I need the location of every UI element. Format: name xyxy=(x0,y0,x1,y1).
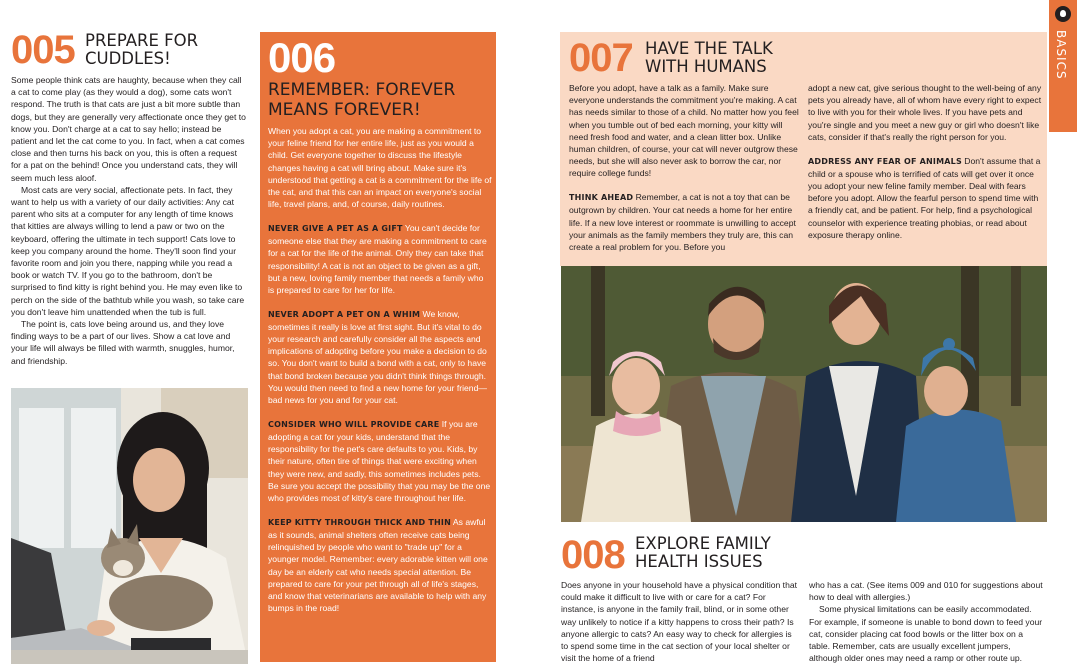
section-007-left-column xyxy=(569,82,804,253)
photo-family-outdoors xyxy=(561,266,1047,522)
tip-text: If you are adopting a cat for your kids, understand that the responsibility for the pet's care defaults to you. Kids, by their nature, often tire of things that were exciting when they were new, and sadly, this sometimes includes pets. Be sure you accept the possibility that you may be the one who provides most of kitty's care throughout her life. xyxy=(268,418,491,503)
tip-lead: CONSIDER WHO WILL PROVIDE CARE xyxy=(268,419,440,429)
tip-lead: KEEP KITTY THROUGH THICK AND THIN xyxy=(268,517,452,527)
photo-woman-with-cat xyxy=(11,388,248,664)
tip-item xyxy=(268,418,492,504)
tip-item xyxy=(268,222,492,296)
tip-text: As awful as it sounds, animal shelters often receive cats being relinquished by people who want to "trade up" for a younger model. Remember: every adorable kitten will one day be an elderly cat who needs special attention. Be prepared to care for your pet through all of life's stages, and know that veterinarians are available to help with any bumps in the road! xyxy=(268,516,488,614)
section-title: HAVE THE TALK WITH HUMANS xyxy=(645,39,773,76)
section-007-right-column xyxy=(808,82,1043,241)
section-number: 007 xyxy=(569,36,633,80)
section-number: 005 xyxy=(11,28,75,72)
section-006-body xyxy=(268,125,492,614)
section-number: 006 xyxy=(268,34,336,81)
tip-lead: NEVER GIVE A PET AS A GIFT xyxy=(268,223,403,233)
section-006-panel xyxy=(260,32,496,662)
tip-lead: ADDRESS ANY FEAR OF ANIMALS xyxy=(808,156,962,166)
paragraph: Some physical limitations can be easily accommodated. For example, if someone is unable to bond down to feed your cat, consider placing cat food bowls or the litter box on a table. Remember, cats are usually excellent jumpers, although older ones may need a ramp or other route up. xyxy=(809,604,1043,664)
tip-item xyxy=(808,155,1043,241)
paragraph: who has a cat. (See items 009 and 010 for suggestions about how to deal with allergies.) xyxy=(809,580,1043,603)
tip-text: We know, sometimes it really is love at first sight. But it's vital to do your research and carefully consider all the aspects and implications of adopting before you make a decision to do so. You don't want to build a bond with a cat, only to have that bond broken because you didn't think things through. You would then need to find a new home for your friend—bad news for you and for your cat. xyxy=(268,308,487,406)
section-title: EXPLORE FAMILY HEALTH ISSUES xyxy=(635,534,771,571)
paragraph: adopt a new cat, give serious thought to the well-being of any pets you already have, all of whom have every right to expect to live with you for their whole lives. If you have pets and you're single and you meet a new guy or girl who doesn't like cats, consider if that's really the right person for you. xyxy=(808,83,1042,142)
tip-lead: NEVER ADOPT A PET ON A WHIM xyxy=(268,309,421,319)
photo-woman-with-cat-illustration xyxy=(11,388,248,664)
paragraph: Does anyone in your household have a physical condition that could make it difficult to live with or care for a cat? For instance, is anyone in the family frail, blind, or in some other way unlikely to notice if a kitty happens to cross their path? Is anyone allergic to cats? An easy way to check for allergies is to spend some time in the cat section of your local shelter or visit the home of a friend xyxy=(561,580,798,664)
section-008-left-column xyxy=(561,579,797,664)
paw-icon xyxy=(1055,6,1071,22)
paragraph: When you adopt a cat, you are making a commitment to your feline friend for her entire life, just as you would a child. Get everyone together to discuss the lifestyle changes having a cat will bring about. Make sure it's understood that getting a cat is a commitment for the life of the cat, and that this can an impact on everyone's social life, travel plans, and, of course, daily routines. xyxy=(268,126,492,210)
photo-family-outdoors-illustration xyxy=(561,266,1047,522)
section-title: PREPARE FOR CUDDLES! xyxy=(85,31,199,68)
section-008-right-column xyxy=(809,579,1045,664)
section-side-tab[interactable] xyxy=(1049,0,1077,132)
paragraph: Before you adopt, have a talk as a family. Make sure everyone understands the commitment you're making. A cat has needs similar to those of a child. No matter how you feel when you tumble out of bed each morning, your kitty will need fresh food and water, and a clean litter box. Unlike human children, of course, your cat will never outgrow these needs, but she will also never ask to borrow the car, nor require college funds! xyxy=(569,83,799,179)
section-title: REMEMBER: FOREVER MEANS FOREVER! xyxy=(268,80,456,120)
section-005-body xyxy=(11,74,248,367)
section-005-header xyxy=(11,30,248,74)
section-007-panel xyxy=(560,32,1047,266)
side-tab-label: BASICS xyxy=(1054,30,1068,80)
tip-text: Don't assume that a child or a spouse who is terrified of cats will get over it once you adopt your new feline family member. Deal with fears before you adopt. Allow the fearful person to spend time with a friendly cat, and be patient. For help, find a psychological counselor with experience treating phobias, or read about exposure therapy online. xyxy=(808,155,1041,240)
section-number: 008 xyxy=(561,533,625,577)
paragraph: Some people think cats are haughty, because when they call a cat to come play (as they would a dog), some cats won't respond. The truth is that cats are just a bit more subtle than dogs, but they are generally very affectionate once they get to know you. Don't charge at a cat to say hello; instead be patient and let the cat come to you. In fact, when a cat comes close and then turns his back on you, this is often a request for a pat on the behind! Once you understand cats, they will seem much less aloof. xyxy=(11,75,246,183)
tip-item xyxy=(569,191,804,253)
tip-text: You can't decide for someone else that they are making a commitment to care for a cat for the life of the animal. Only they can take that responsibility! A cat is not an object to be given as a gift, but a new, loving family member that needs a family who is prepared to care for her for life. xyxy=(268,222,487,295)
tip-lead: THINK AHEAD xyxy=(569,193,634,203)
paragraph: The point is, cats love being around us, and they love finding ways to be a part of our lives. Show a cat love and your life will always be filled with warmth, snuggles, humor, and friendship. xyxy=(11,319,235,366)
tip-item xyxy=(268,516,492,615)
tip-text: Remember, a cat is not a toy that can be outgrown by children. Your cat needs a home for her entire life. If a new love interest or roommate is unwilling to accept your animals as the family members they truly are, this can create a real problem for you. Before you xyxy=(569,192,796,252)
paragraph: Most cats are very social, affectionate pets. In fact, they want to help us with a variety of our daily activities: Any cat parent who sits at a computer for any length of time knows that kitties are always willing to lend a paw or two on the keyboard, offering the ultimate in tech support! Cats love to keep you company around the home. They'll soon find your favorite room and join you there, napping while you read a book or watch TV. If you go to the bathroom, don't be surprised to find kitty is right behind you. He may even like to perch on the side of the bathtub while you wash, so take care you don't leave him unattended when the tub is full. xyxy=(11,184,245,317)
tip-item xyxy=(268,308,492,407)
